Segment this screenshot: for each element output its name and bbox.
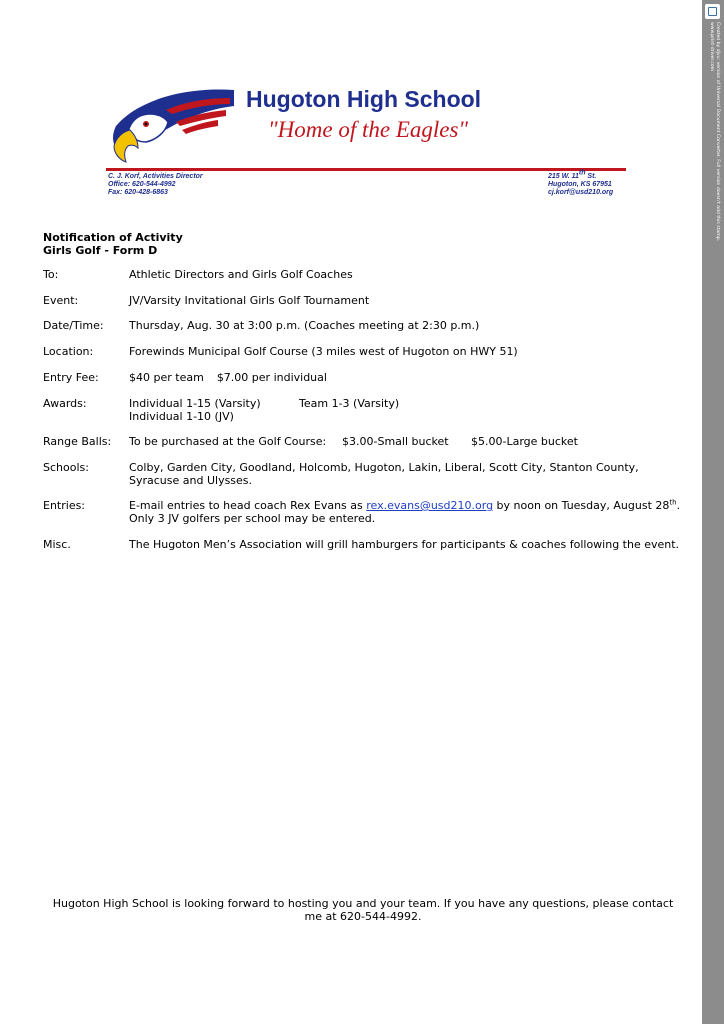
form-heading: Notification of Activity Girls Golf - Form D	[43, 231, 183, 257]
director-contact: C. J. Korf, Activities Director Office: 620-544-4992 Fax: 620-428-6863	[108, 173, 203, 196]
school-motto: "Home of the Eagles"	[268, 117, 469, 142]
converter-watermark: Created by djvu: version of Universal Document Converter. Full version doesn't add this stamp. www.print-driver.com	[709, 22, 720, 242]
closing-note: Hugoton High School is looking forward to hosting you and your team. If you have any questions, please contact me at 620-544-4992.	[52, 897, 674, 923]
school-address: 215 W. 11th St. Hugoton, KS 67951 cj.korf@usd210.org	[548, 169, 614, 196]
document-icon	[705, 4, 720, 19]
coach-email-link[interactable]: rex.evans@usd210.org	[366, 499, 494, 512]
eagle-logo	[106, 86, 234, 166]
header-rule	[106, 168, 626, 171]
school-name: Hugoton High School	[246, 86, 482, 112]
